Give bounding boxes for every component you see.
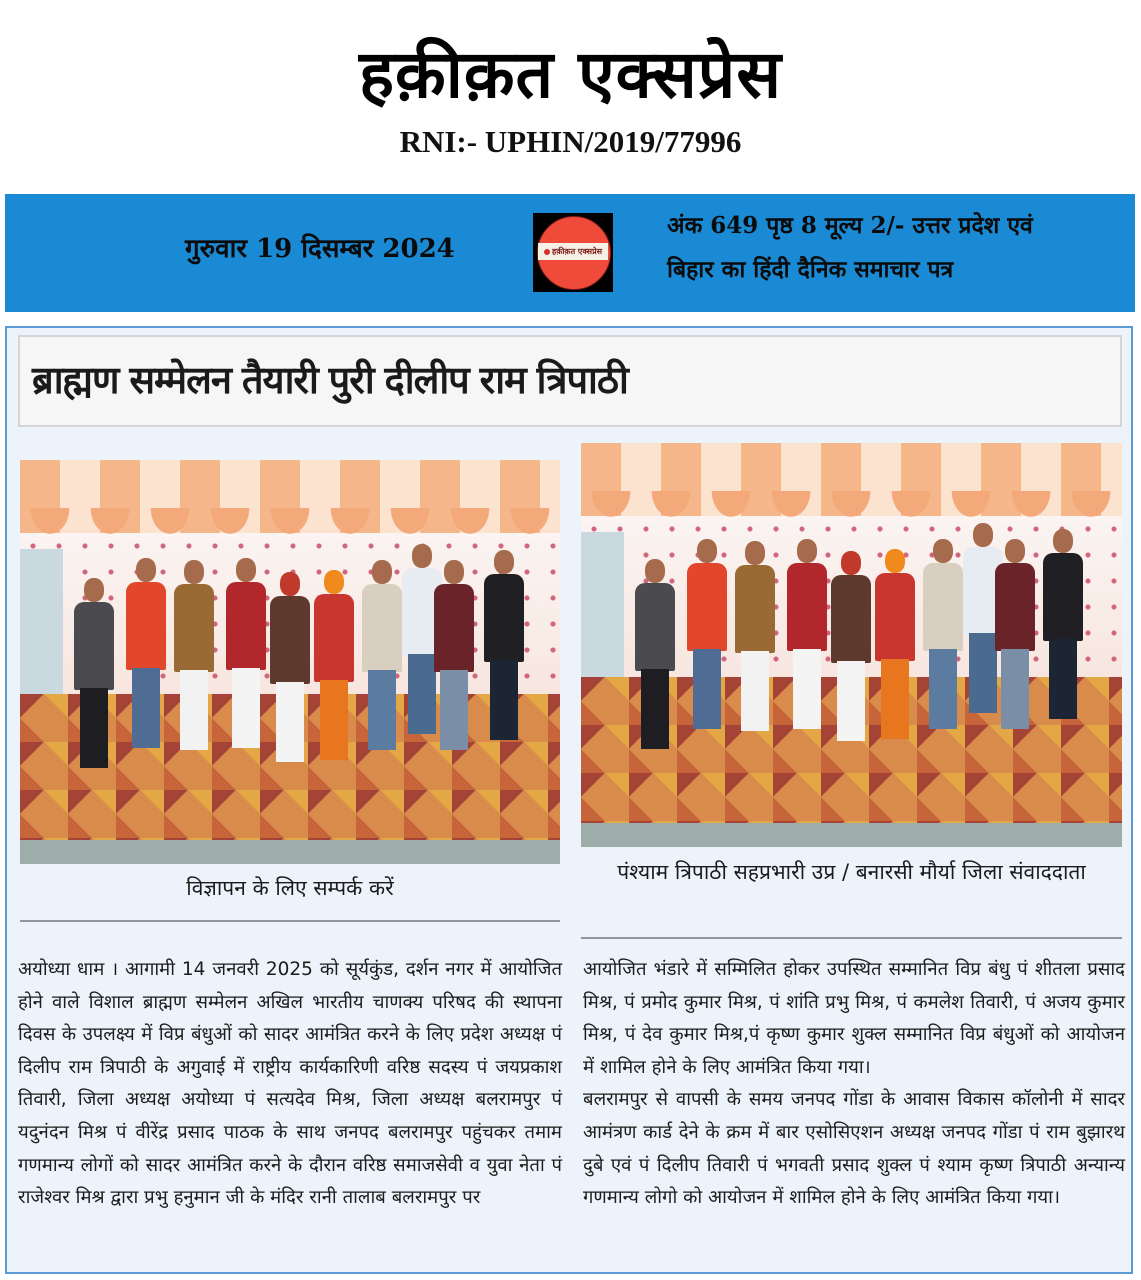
logo-dot-icon xyxy=(544,249,550,255)
event-photo-left xyxy=(20,460,560,864)
article-column-left xyxy=(18,954,562,1215)
issue-line-1: अंक 649 पृष्ठ 8 मूल्य 2/- उत्तर प्रदेश एवं xyxy=(667,212,1033,239)
article-paragraph: अयोध्या धाम । आगामी 14 जनवरी 2025 को सूर्यकुंड, दर्शन नगर में आयोजित होने वाले विशाल ब्राह्मण सम्मेलन अखिल भारतीय चाणक्य परिषद की स्थापना दिवस के उपलक्ष्य में विप्र बंधुओं को सादर आमंत्रित करने के लिए प्रदेश अध्यक्ष पं दिलीप राम त्रिपाठी के अगुवाई में राष्ट्रीय कार्यकारिणी वरिष्ठ सदस्य पं जयप्रकाश तिवारी, जिला अध्यक्ष अयोध्या पं सत्यदेव मिश्र, जिला अध्यक्ष बलरामपुर पं यदुनंदन मिश्र पं वीरेंद्र प्रसाद पाठक के साथ जनपद बलरामपुर पहुंचकर तमाम गणमान्य लोगों को सादर आमंत्रित करने के दौरान वरिष्ठ समाजसेवी व युवा नेता पं राजेश्वर मिश्र द्वारा प्रभु हनुमान जी के मंदिर रानी तालाब बलरामपुर पर xyxy=(18,959,562,1209)
logo-text: हक़ीक़त एक्सप्रेस xyxy=(551,247,603,256)
event-photo-right xyxy=(581,443,1122,847)
issue-line-2: बिहार का हिंदी दैनिक समाचार पत्र xyxy=(667,256,954,283)
issue-details xyxy=(667,204,1127,292)
photo-caption-left: विज्ञापन के लिए सम्पर्क करें xyxy=(186,876,394,900)
publication-date: गुरुवार 19 दिसम्बर 2024 xyxy=(185,234,455,264)
newspaper-title: हक़ीक़त एक्सप्रेस xyxy=(359,36,782,113)
group-of-people xyxy=(20,460,560,864)
headline-box xyxy=(18,335,1122,427)
rni-number: RNI:- UPHIN/2019/77996 xyxy=(399,124,742,159)
article-paragraph: बलरामपुर से वापसी के समय जनपद गोंडा के आवास विकास कॉलोनी में सादर आमंत्रण कार्ड देने के क्रम में बार एसोसिएशन अध्यक्ष जनपद गोंडा पं राम बुझारथ दुबे एवं पं दिलीप तिवारी पं भगवती प्रसाद शुक्ल पं श्याम कृष्ण त्रिपाठी अन्यान्य गणमान्य लोगो को आयोजन में शामिल होने के लिए आमंत्रित किया गया। xyxy=(583,1089,1125,1209)
group-of-people xyxy=(581,443,1122,847)
logo-strip xyxy=(538,243,608,260)
divider-right xyxy=(581,937,1122,939)
article-paragraph: आयोजित भंडारे में सम्मिलित होकर उपस्थित सम्मानित विप्र बंधु पं शीतला प्रसाद मिश्र, पं प्रमोद कुमार मिश्र, पं शांति प्रभु मिश्र, पं कमलेश तिवारी, पं अजय कुमार मिश्र, पं देव कुमार मिश्र,पं कृष्ण कुमार शुक्ल सम्मानित विप्र बंधुओं को आयोजन में शामिल होने के लिए आमंत्रित किया गया। xyxy=(583,959,1125,1078)
article-headline: ब्राह्मण सम्मेलन तैयारी पुरी दीलीप राम त्रिपाठी xyxy=(32,358,628,402)
newspaper-logo xyxy=(533,213,613,292)
divider-left xyxy=(20,920,560,922)
photo-caption-right: पंश्याम त्रिपाठी सहप्रभारी उप्र / बनारसी मौर्या जिला संवाददाता xyxy=(617,860,1086,884)
article-column-right xyxy=(583,954,1125,1215)
info-bar xyxy=(5,194,1135,312)
masthead xyxy=(0,0,1141,190)
